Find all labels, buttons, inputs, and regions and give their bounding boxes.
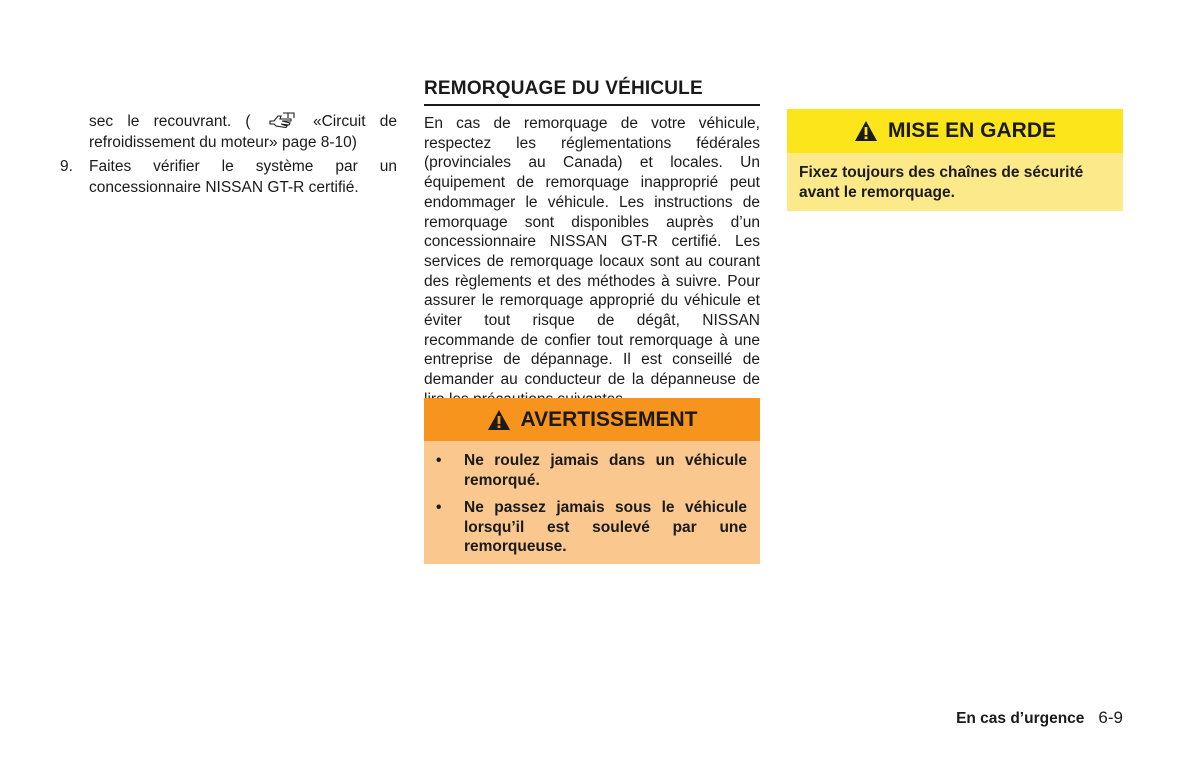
page-reference-icon xyxy=(268,112,296,128)
caution-box xyxy=(787,109,1123,211)
list-item xyxy=(60,156,397,198)
caution-title: MISE EN GARDE xyxy=(887,119,1057,142)
step-text: Faites vérifier le système par un concessionnaire NISSAN GT-R certifié. xyxy=(89,158,397,196)
list-item xyxy=(436,498,747,557)
warning-triangle-icon xyxy=(854,120,878,142)
towing-section xyxy=(424,76,760,410)
continuation-paragraph xyxy=(60,111,397,153)
footer-section-name: En cas d’urgence xyxy=(956,710,1085,727)
page-footer xyxy=(930,708,1123,728)
warning-box xyxy=(424,398,760,564)
continuation-text: sec le recouvrant. ( xyxy=(89,113,251,130)
section-body: En cas de remorquage de votre véhicule, respectez les réglementations fédérales (provinciales au Canada) et locales. Un équipement de remorquage inapproprié peut endommager le véhicule. Les instructions de remorquage sont disponibles auprès d’un concessionnaire NISSAN GT-R certifié. Les services de remorquage locaux sont au courant des règlements et des méthodes à suivre. Pour assurer le remorquage approprié du véhicule et éviter tout risque de dégât, NISSAN recommande de confier tout remorquage à une entreprise de dépannage. Il est conseillé de demander au conducteur de la dépanneuse de xyxy=(424,115,760,389)
step-number: 9. xyxy=(60,158,73,175)
warning-title: AVERTISSEMENT xyxy=(520,407,698,431)
caution-text: Fixez toujours des chaînes de sécurité avant le remorquage. xyxy=(799,164,1084,201)
bullet: • xyxy=(436,499,442,516)
caution-header xyxy=(787,109,1123,153)
bullet: • xyxy=(436,452,442,469)
warning-header xyxy=(424,398,760,441)
warning-triangle-icon xyxy=(487,409,511,431)
warning-item-text: Ne passez jamais sous le véhicule lorsqu’il est soulevé par une remorqueuse. xyxy=(464,499,747,555)
left-column xyxy=(60,111,397,198)
list-item xyxy=(436,451,747,490)
section-heading: REMORQUAGE DU VÉHICULE xyxy=(424,76,760,106)
reference-text: «Circuit de refroidissement du moteur» page 8-10) xyxy=(89,113,397,151)
warning-item-text: Ne roulez jamais dans un véhicule remorqué. xyxy=(464,452,747,489)
warning-list xyxy=(424,441,760,557)
page-number: 6-9 xyxy=(1098,708,1123,727)
